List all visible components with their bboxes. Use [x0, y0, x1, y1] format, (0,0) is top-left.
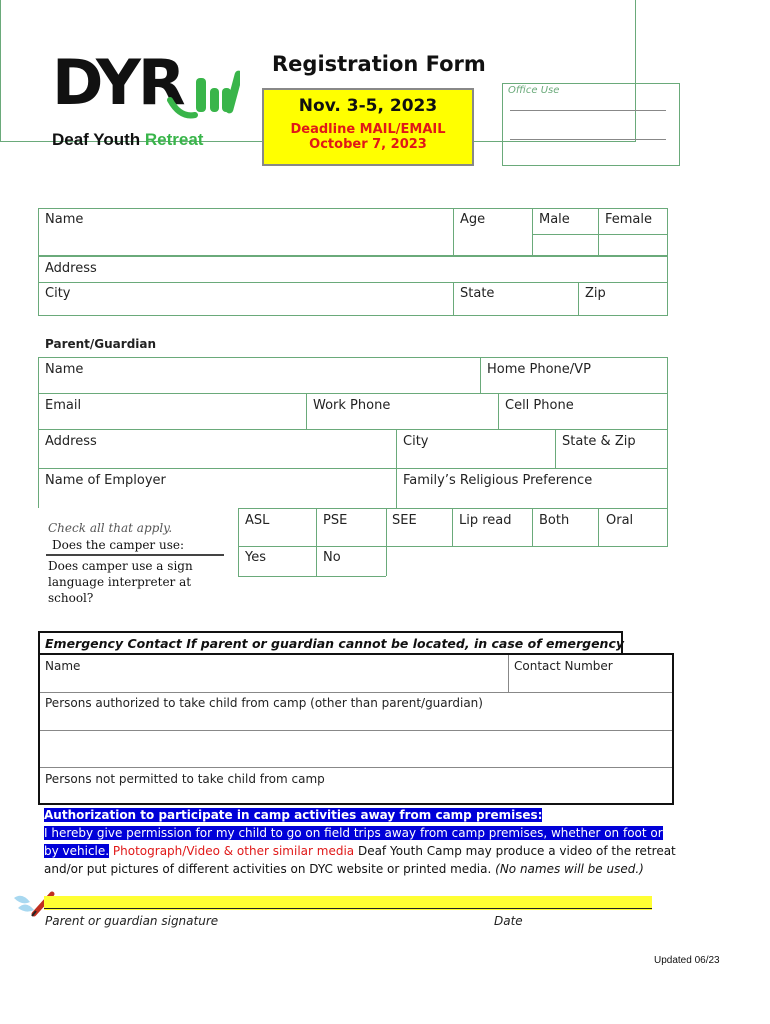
divider	[38, 468, 668, 469]
uses-question: Does the camper use:	[52, 538, 185, 552]
parent-heading: Parent/Guardian	[45, 337, 157, 351]
event-dates: Nov. 3-5, 2023	[298, 96, 438, 116]
divider	[40, 767, 672, 768]
divider	[38, 282, 668, 283]
authorization-line-2a: by vehicle.	[44, 844, 110, 858]
office-use-label: Office Use	[508, 85, 560, 96]
parent-name-field[interactable]: Name	[45, 362, 84, 377]
divider	[306, 393, 307, 429]
authorization-line-3-text: and/or put pictures of different activities on DYC website or printed media.	[44, 862, 492, 876]
divider	[453, 282, 454, 316]
parent-state-zip-field[interactable]: State & Zip	[562, 434, 636, 449]
media-consent-label: Photograph/Video & other similar media	[112, 844, 355, 858]
emergency-contact-field[interactable]: Contact Number	[514, 659, 613, 673]
authorized-persons-field[interactable]: Persons authorized to take child from camp (other than parent/guardian)	[45, 696, 483, 710]
divider	[498, 393, 499, 429]
signature-line[interactable]	[44, 908, 652, 909]
divider	[555, 429, 556, 468]
interpreter-no[interactable]: No	[323, 550, 341, 565]
emergency-heading: Emergency Contact If parent or guardian cannot be located, in case of emergency	[45, 636, 625, 651]
deadline-date: October 7, 2023	[309, 137, 427, 152]
divider	[396, 429, 397, 508]
option-see[interactable]: SEE	[392, 513, 417, 528]
camper-row-1	[38, 208, 668, 256]
question-divider	[46, 554, 224, 556]
option-lip-read[interactable]: Lip read	[459, 513, 512, 528]
camper-zip-field[interactable]: Zip	[585, 286, 606, 301]
home-phone-field[interactable]: Home Phone/VP	[487, 362, 591, 377]
divider	[598, 508, 599, 547]
parent-city-field[interactable]: City	[403, 434, 429, 449]
signature-label: Parent or guardian signature	[45, 914, 219, 928]
divider	[480, 357, 481, 393]
option-asl[interactable]: ASL	[245, 513, 270, 528]
logo-letters: DYR	[52, 46, 183, 119]
authorization-line-1	[44, 826, 663, 840]
divider	[40, 730, 672, 731]
no-names-note: (No names will be used.)	[495, 862, 644, 876]
office-line-1	[510, 110, 666, 111]
divider	[238, 576, 386, 577]
divider	[532, 234, 668, 235]
emergency-name-field[interactable]: Name	[45, 659, 81, 673]
option-oral[interactable]: Oral	[606, 513, 634, 528]
updated-note: Updated 06/23	[654, 955, 720, 966]
logo-tagline-a: Deaf Youth	[52, 130, 141, 149]
logo-tagline	[52, 130, 203, 150]
religion-field[interactable]: Family’s Religious Preference	[403, 473, 593, 488]
interpreter-yes[interactable]: Yes	[245, 550, 266, 565]
dates-box	[262, 88, 474, 166]
ily-hand-icon	[160, 60, 240, 130]
divider	[508, 655, 509, 692]
interpreter-question: Does camper use a sign language interpreter at school?	[48, 559, 193, 605]
camper-age-field[interactable]: Age	[460, 212, 486, 227]
not-permitted-field[interactable]: Persons not permitted to take child from camp	[45, 772, 325, 786]
male-checkbox[interactable]: Male	[539, 212, 570, 227]
camper-address-field[interactable]: Address	[45, 261, 97, 276]
date-label: Date	[494, 914, 523, 928]
work-phone-field[interactable]: Work Phone	[313, 398, 391, 413]
parent-address-field[interactable]: Address	[45, 434, 97, 449]
authorization-line-1-text: I hereby give permission for my child to go on field trips away from camp premises, whether on foot or	[44, 826, 663, 840]
form-title: Registration Form	[272, 52, 486, 76]
logo-tagline-b: Retreat	[144, 130, 204, 149]
divider	[386, 508, 387, 576]
divider	[532, 508, 533, 547]
option-pse[interactable]: PSE	[323, 513, 348, 528]
authorization-line-2c: Deaf Youth Camp may produce a video of the retreat	[354, 844, 676, 858]
deadline-label: Deadline MAIL/EMAIL	[290, 122, 446, 137]
divider	[598, 208, 599, 256]
camper-name-field[interactable]: Name	[45, 212, 84, 227]
cell-phone-field[interactable]: Cell Phone	[505, 398, 574, 413]
divider	[38, 393, 668, 394]
authorization-line-3	[44, 862, 644, 876]
camper-state-field[interactable]: State	[460, 286, 495, 301]
divider	[316, 508, 317, 576]
employer-field[interactable]: Name of Employer	[45, 473, 166, 488]
divider	[453, 208, 454, 256]
authorization-line-2	[44, 844, 676, 858]
office-line-2	[510, 139, 666, 140]
check-all-note: Check all that apply.	[48, 521, 173, 535]
divider	[452, 508, 453, 547]
camper-city-field[interactable]: City	[45, 286, 71, 301]
divider	[532, 208, 533, 256]
authorization-heading	[44, 808, 542, 822]
divider	[578, 282, 579, 316]
parent-email-field[interactable]: Email	[45, 398, 82, 413]
logo	[52, 46, 242, 162]
camper-address-block	[38, 256, 668, 316]
divider	[238, 508, 239, 576]
divider	[38, 429, 668, 430]
option-both[interactable]: Both	[539, 513, 570, 528]
authorization-heading-text: Authorization to participate in camp activities away from camp premises:	[44, 808, 543, 822]
divider	[40, 692, 672, 693]
female-checkbox[interactable]: Female	[605, 212, 653, 227]
